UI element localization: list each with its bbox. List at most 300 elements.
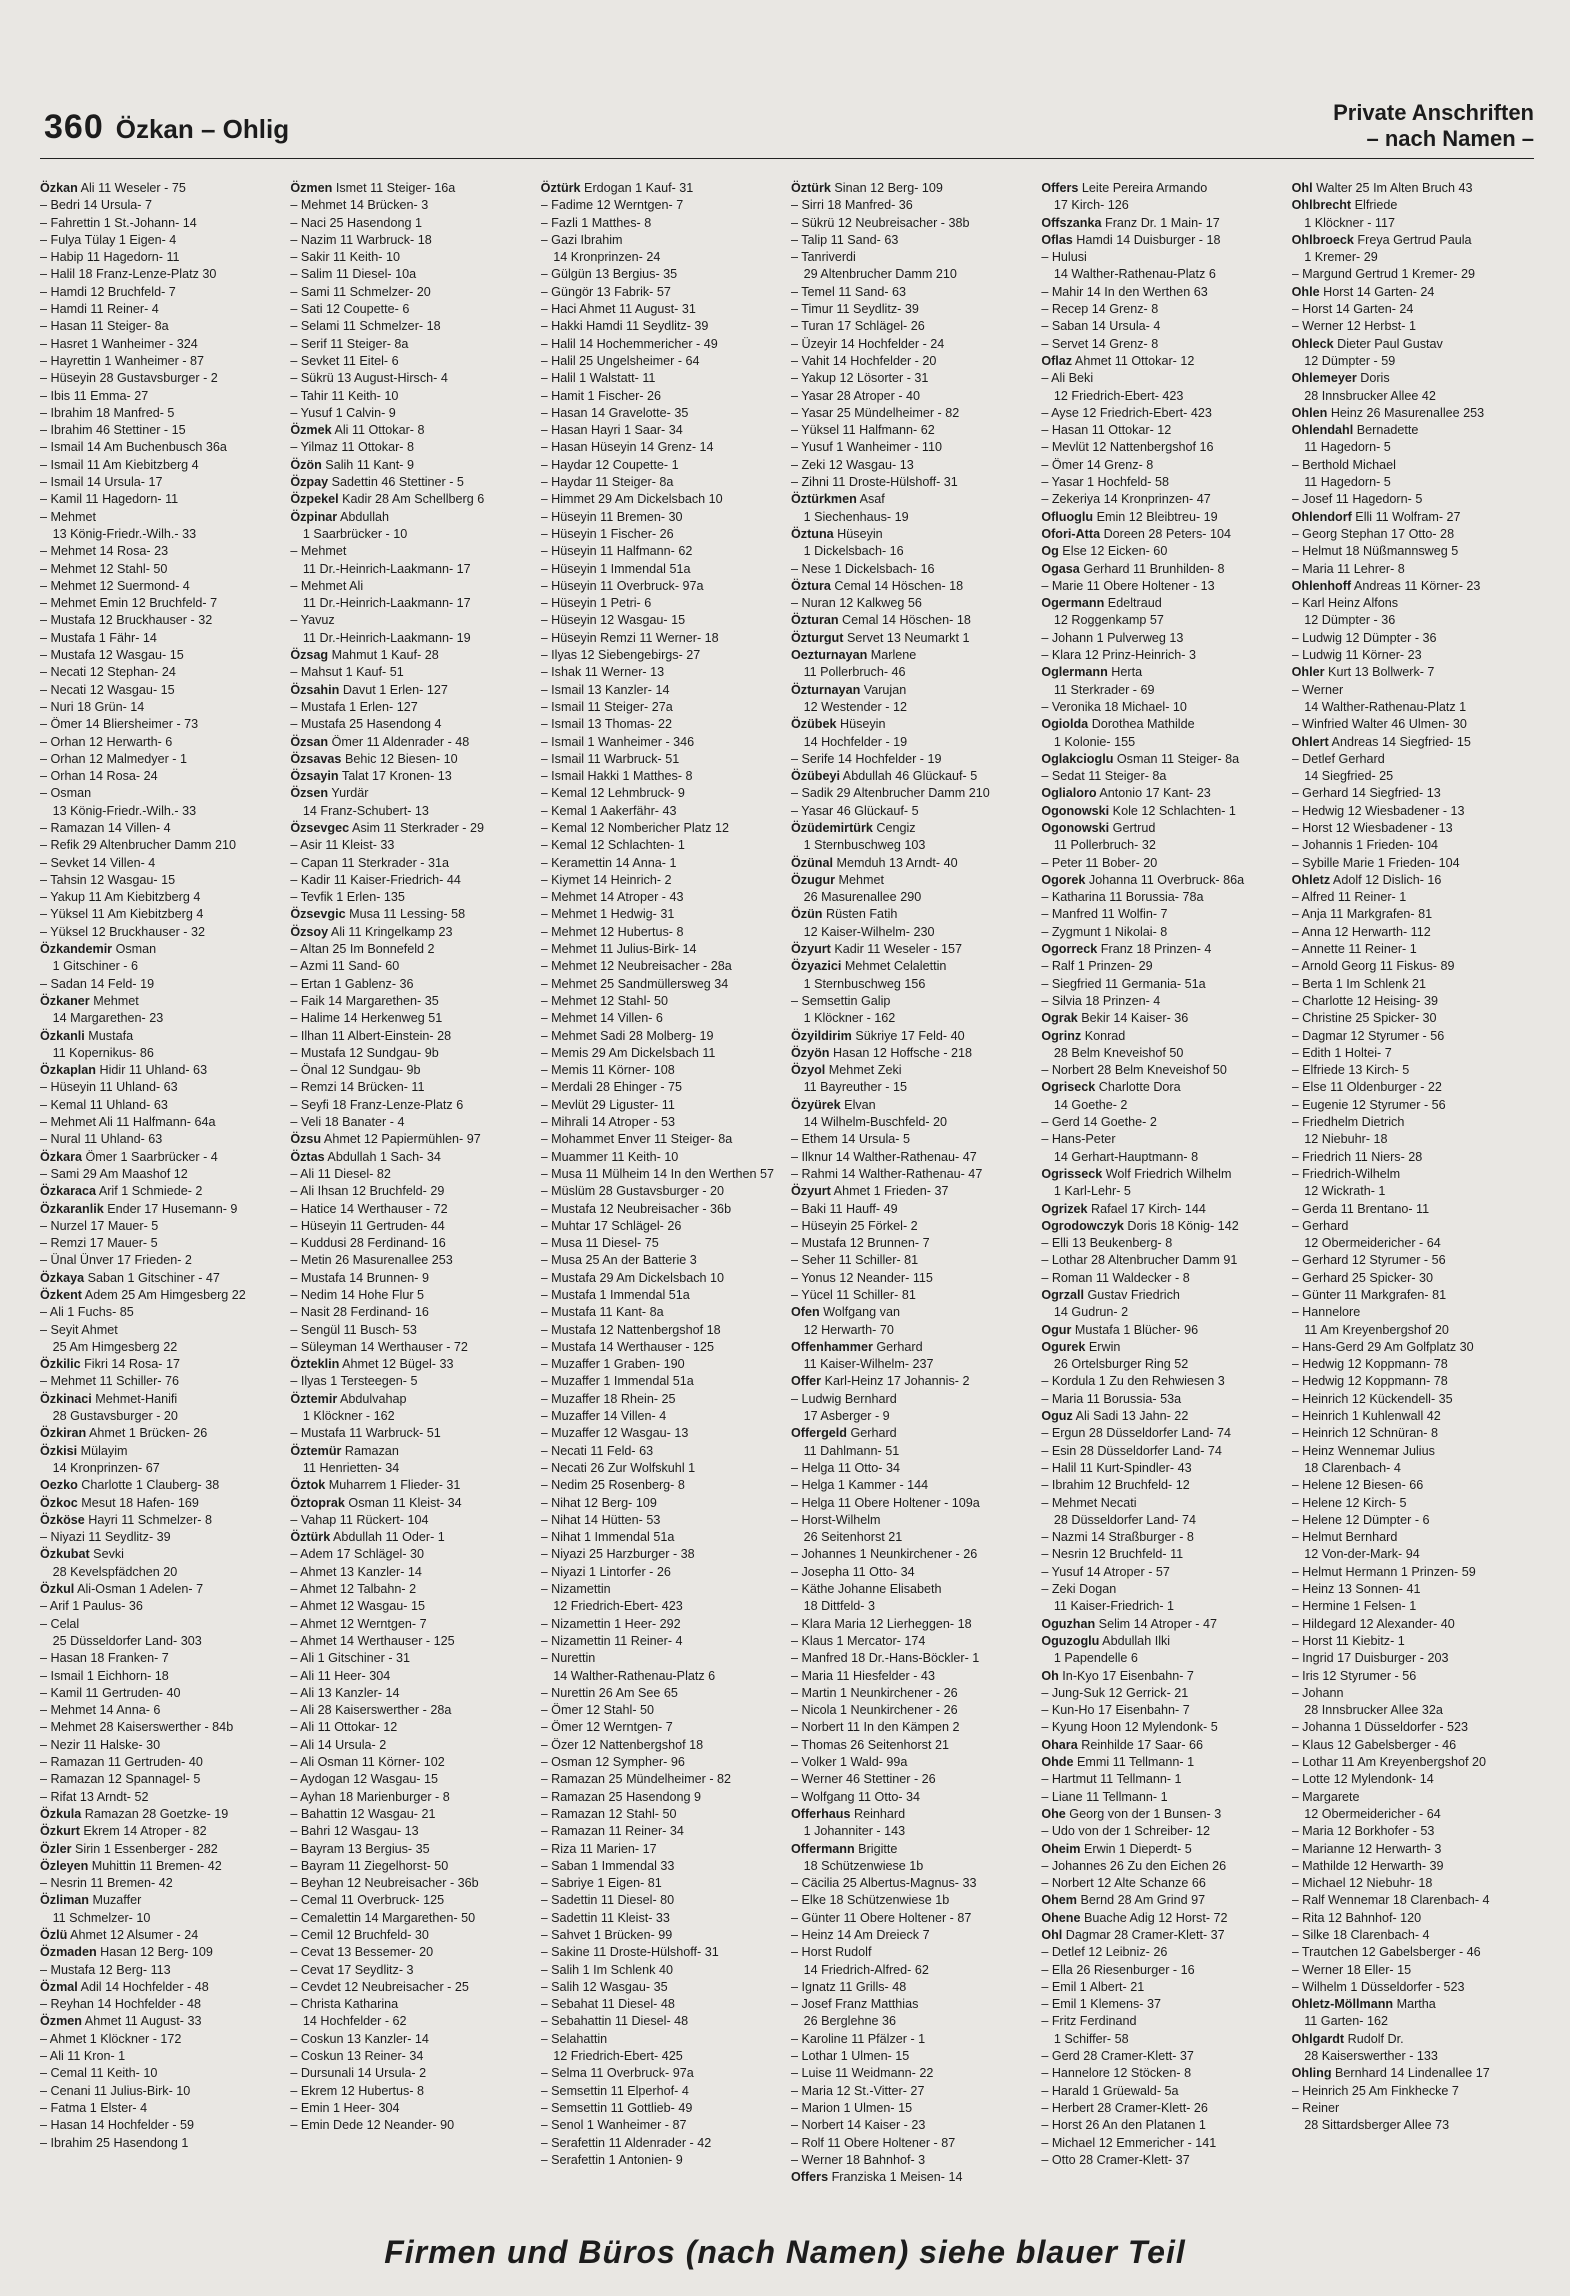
- listing-entry: – Ömer 14 Grenz- 8: [1041, 457, 1154, 472]
- listing-entry: Ohletz-Möllmann Martha: [1291, 1997, 1436, 2012]
- listing-entry: – Hannelore: [1291, 1305, 1361, 1320]
- listing-entry: 1 Sternbuschweg 156: [790, 976, 926, 991]
- listing-entry: – Margund Gertrud 1 Kremer- 29: [1291, 267, 1476, 282]
- listing-entry: – Werner 46 Stettiner - 26: [790, 1772, 936, 1787]
- listing-entry: 14 Kronprinzen- 24: [540, 250, 661, 265]
- listing-entry: – Fadime 12 Werntgen- 7: [540, 198, 684, 213]
- listing-entry: – Nasit 28 Ferdinand- 16: [290, 1305, 429, 1320]
- listing-entry: 1 Klöckner - 117: [1291, 215, 1396, 230]
- listing-entry: – Remzi 17 Mauer- 5: [40, 1236, 158, 1251]
- listing-entry: – Zeki Dogan: [1041, 1582, 1117, 1597]
- listing-entry: – Cenani 11 Julius-Birk- 10: [40, 2083, 191, 2098]
- listing-entry: – Rahmi 14 Walther-Rathenau- 47: [790, 1166, 983, 1181]
- listing-entry: – Bahri 12 Wasgau- 13: [290, 1824, 419, 1839]
- listing-entry: – Ismail 11 Am Kiebitzberg 4: [40, 457, 199, 472]
- listing-entry: – Norbert 11 In den Kämpen 2: [790, 1720, 960, 1735]
- listing-columns: [40, 180, 1534, 2200]
- listing-entry: – Seher 11 Schiller- 81: [790, 1253, 919, 1268]
- listing-entry: – Fatma 1 Elster- 4: [40, 2100, 148, 2115]
- listing-entry: Özsag Mahmut 1 Kauf- 28: [290, 648, 439, 663]
- listing-entry: – Mustafa 12 Sundgau- 9b: [290, 1045, 439, 1060]
- listing-entry: – Sevket 11 Eitel- 6: [290, 353, 399, 368]
- listing-entry: – Sadik 29 Altenbrucher Damm 210: [790, 786, 990, 801]
- listing-entry: Özturgut Servet 13 Neumarkt 1: [790, 630, 970, 645]
- listing-entry: – Necati 11 Feld- 63: [540, 1443, 654, 1458]
- listing-entry: – Sati 12 Coupette- 6: [290, 302, 410, 317]
- listing-entry: – Hüseyin 1 Fischer- 26: [540, 526, 674, 541]
- listing-entry: Oguzoglu Abdullah Ilki: [1041, 1633, 1171, 1648]
- listing-entry: – Norbert 12 Alte Schanze 66: [1041, 1876, 1206, 1891]
- listing-entry: Özkaya Saban 1 Gitschiner - 47: [40, 1270, 220, 1285]
- listing-entry: – Sami 11 Schmelzer- 20: [290, 284, 431, 299]
- listing-entry: – Mustafa 14 Brunnen- 9: [290, 1270, 429, 1285]
- listing-entry: – Otto 28 Cramer-Klett- 37: [1041, 2152, 1190, 2167]
- listing-entry: – Ramazan 25 Mündelheimer - 82: [540, 1772, 732, 1787]
- listing-entry: – Orhan 12 Herwarth- 6: [40, 734, 173, 749]
- listing-entry: – Ilknur 14 Walther-Rathenau- 47: [790, 1149, 977, 1164]
- listing-entry: – Kyung Hoon 12 Mylendonk- 5: [1041, 1720, 1218, 1735]
- listing-entry: – Rolf 11 Obere Holtener - 87: [790, 2135, 956, 2150]
- listing-entry: 14 Wilhelm-Buschfeld- 20: [790, 1115, 948, 1130]
- listing-entry: – Mehmet 14 Brücken- 3: [290, 198, 429, 213]
- listing-entry: – Kiymet 14 Heinrich- 2: [540, 872, 672, 887]
- listing-entry: – Jung-Suk 12 Gerrick- 21: [1041, 1685, 1189, 1700]
- listing-entry: 12 Friedrich-Ebert- 423: [1041, 388, 1184, 403]
- listing-entry: – Mehmet: [290, 544, 347, 559]
- listing-entry: – Yonus 12 Neander- 115: [790, 1270, 933, 1285]
- listing-entry: – Elke 18 Schützenwiese 1b: [790, 1893, 950, 1908]
- listing-entry: – Hulusi: [1041, 250, 1087, 265]
- listing-entry: – Kordula 1 Zu den Rehwiesen 3: [1041, 1374, 1225, 1389]
- listing-entry: 11 Hagedorn- 5: [1291, 475, 1391, 490]
- listing-entry: – Mustafa 12 Berg- 113: [40, 1962, 171, 1977]
- listing-entry: – Servet 14 Grenz- 8: [1041, 336, 1159, 351]
- listing-entry: – Nazim 11 Warbruck- 18: [290, 232, 432, 247]
- listing-entry: – Ibrahim 18 Manfred- 5: [40, 405, 175, 420]
- listing-entry: – Muzaffer 1 Graben- 190: [540, 1357, 685, 1372]
- listing-entry: – Ludwig 11 Körner- 23: [1291, 648, 1422, 663]
- listing-entry: – Ramazan 11 Gertruden- 40: [40, 1755, 203, 1770]
- listing-entry: Ohara Reinhilde 17 Saar- 66: [1041, 1737, 1204, 1752]
- listing-entry: – Yücel 11 Schiller- 81: [790, 1288, 916, 1302]
- listing-entry: – Memis 11 Körner- 108: [540, 1063, 675, 1078]
- listing-entry: – Cevat 17 Seydlitz- 3: [290, 1962, 414, 1977]
- listing-entry: – Udo von der 1 Schreiber- 12: [1041, 1824, 1211, 1839]
- listing-entry: – Altan 25 Im Bonnefeld 2: [290, 942, 435, 957]
- listing-entry: – Emil 1 Albert- 21: [1041, 1979, 1145, 1994]
- listing-entry: Özlü Ahmet 12 Alsumer - 24: [40, 1927, 199, 1942]
- listing-entry: – Ali 28 Kaiserswerther - 28a: [290, 1703, 452, 1718]
- listing-entry: – Ismail 13 Kanzler- 14: [540, 682, 670, 697]
- listing-entry: Öztürk Abdullah 11 Oder- 1: [290, 1530, 445, 1545]
- listing-entry: – Hannelore 12 Stöcken- 8: [1041, 2066, 1192, 2081]
- listing-entry: 26 Seitenhorst 21: [790, 1530, 903, 1545]
- listing-entry: – Nuri 18 Grün- 14: [40, 699, 145, 714]
- listing-entry: – Ibis 11 Emma- 27: [40, 388, 149, 403]
- listing-entry: – Ilyas 1 Tersteegen- 5: [290, 1374, 418, 1389]
- listing-entry: Özkilic Fikri 14 Rosa- 17: [40, 1357, 180, 1372]
- listing-entry: – Maria 11 Lehrer- 8: [1291, 561, 1405, 576]
- listing-entry: – Sadettin 11 Kleist- 33: [540, 1910, 670, 1925]
- listing-entry: 13 König-Friedr.-Wilh.- 33: [40, 803, 197, 818]
- listing-entry: – Mehmet 25 Sandmüllersweg 34: [540, 976, 729, 991]
- listing-entry: – Veronika 18 Michael- 10: [1041, 699, 1187, 714]
- listing-entry: Ohem Bernd 28 Am Grind 97: [1041, 1893, 1206, 1908]
- listing-entry: 26 Masurenallee 290: [790, 890, 922, 905]
- listing-entry: – Vahit 14 Hochfelder - 20: [790, 353, 937, 368]
- listing-entry: – Memis 29 Am Dickelsbach 11: [540, 1045, 716, 1060]
- listing-entry: – Hüseyin 28 Gustavsburger - 2: [40, 371, 218, 386]
- listing-entry: Ohlendorf Elli 11 Wolfram- 27: [1291, 509, 1461, 524]
- listing-entry: – Helga 11 Otto- 34: [790, 1460, 900, 1475]
- listing-entry: Ograk Bekir 14 Kaiser- 36: [1041, 1011, 1189, 1026]
- listing-entry: – Helene 12 Biesen- 66: [1291, 1478, 1424, 1493]
- listing-entry: – Hüseyin 25 Förkel- 2: [790, 1218, 918, 1233]
- listing-entry: – Osman: [40, 786, 92, 801]
- listing-entry: Özmaden Hasan 12 Berg- 109: [40, 1945, 213, 1960]
- listing-entry: Özmal Adil 14 Hochfelder - 48: [40, 1979, 209, 1994]
- listing-entry: – Winfried Walter 46 Ulmen- 30: [1291, 717, 1467, 732]
- listing-entry: 11 Pollerbruch- 46: [790, 665, 906, 680]
- listing-entry: – Ismail 11 Steiger- 27a: [540, 699, 673, 714]
- listing-entry: – Johannes 26 Zu den Eichen 26: [1041, 1858, 1227, 1873]
- listing-entry: – Marianne 12 Herwarth- 3: [1291, 1841, 1442, 1856]
- listing-entry: – Iris 12 Styrumer - 56: [1291, 1668, 1417, 1683]
- listing-entry: 11 Dr.-Heinrich-Laakmann- 19: [290, 630, 471, 645]
- listing-entry: – Semsettin 11 Gottlieb- 49: [540, 2100, 693, 2115]
- listing-entry: 11 Kaiser-Friedrich- 1: [1041, 1599, 1175, 1614]
- listing-entry: – Lothar 1 Ulmen- 15: [790, 2049, 910, 2064]
- listing-entry: – Bahattin 12 Wasgau- 21: [290, 1806, 436, 1821]
- listing-entry: – Sengül 11 Busch- 53: [290, 1322, 417, 1337]
- listing-entry: – Hüseyin 12 Wasgau- 15: [540, 613, 686, 628]
- listing-entry: Ogorreck Franz 18 Prinzen- 4: [1041, 942, 1212, 957]
- listing-entry: – Gerd 14 Goethe- 2: [1041, 1115, 1157, 1130]
- listing-entry: – Horst 14 Garten- 24: [1291, 302, 1414, 317]
- listing-entry: – Ali 13 Kanzler- 14: [290, 1685, 400, 1700]
- listing-entry: – Kemal 1 Aakerfähr- 43: [540, 803, 677, 818]
- listing-entry: – Senol 1 Wanheimer - 87: [540, 2118, 687, 2133]
- listing-entry: – Mehmet 14 Atroper - 43: [540, 890, 684, 905]
- listing-entry: – Nizamettin 1 Heer- 292: [540, 1616, 681, 1631]
- listing-entry: – Serafettin 11 Aldenrader - 42: [540, 2135, 712, 2150]
- listing-entry: – Ekrem 12 Hubertus- 8: [290, 2083, 425, 2098]
- listing-entry: Özpinar Abdullah: [290, 509, 390, 524]
- listing-entry: – Liane 11 Tellmann- 1: [1041, 1789, 1168, 1804]
- listing-entry: – Ali 11 Kron- 1: [40, 2049, 126, 2064]
- listing-entry: – Mustafa 11 Kant- 8a: [540, 1305, 664, 1320]
- listing-entry: – Sadettin 11 Diesel- 80: [540, 1893, 675, 1908]
- listing-entry: – Seyfi 18 Franz-Lenze-Platz 6: [290, 1097, 464, 1112]
- listing-entry: Ohlemeyer Doris: [1291, 371, 1390, 386]
- listing-entry: – Mehmet Sadi 28 Molberg- 19: [540, 1028, 714, 1043]
- listing-entry: – Zygmunt 1 Nikolai- 8: [1041, 924, 1168, 939]
- listing-entry: – Muammer 11 Keith- 10: [540, 1149, 679, 1164]
- listing-entry: 26 Berglehne 36: [790, 2014, 897, 2029]
- listing-entry: – Sakir 11 Keith- 10: [290, 250, 401, 265]
- listing-entry: – Hüseyin 11 Gertruden- 44: [290, 1218, 445, 1233]
- listing-entry: Öztoprak Osman 11 Kleist- 34: [290, 1495, 462, 1510]
- listing-entry: – Kamil 11 Hagedorn- 11: [40, 492, 179, 507]
- listing-entry: – Ramazan 25 Hasendong 9: [540, 1789, 701, 1804]
- listing-entry: – Annette 11 Reiner- 1: [1291, 942, 1417, 957]
- listing-entry: – Roman 11 Waldecker - 8: [1041, 1270, 1190, 1285]
- listing-entry: – Wilhelm 1 Düsseldorfer - 523: [1291, 1979, 1465, 1994]
- page-number: 360: [44, 108, 104, 146]
- listing-entry: Offergeld Gerhard: [790, 1426, 897, 1441]
- listing-entry: Ohlenhoff Andreas 11 Körner- 23: [1291, 578, 1481, 593]
- listing-entry: – Hayrettin 1 Wanheimer - 87: [40, 353, 205, 368]
- listing-entry: Özsahin Davut 1 Erlen- 127: [290, 682, 448, 697]
- listing-entry: – Hasan Hüseyin 14 Grenz- 14: [540, 440, 714, 455]
- listing-entry: – Hüseyin 11 Uhland- 63: [40, 1080, 178, 1095]
- listing-entry: – Hüseyin 1 Immendal 51a: [540, 561, 691, 576]
- listing-entry: – Timur 11 Seydlitz- 39: [790, 302, 919, 317]
- listing-entry: – Sedat 11 Steiger- 8a: [1041, 769, 1167, 784]
- listing-entry: – Trautchen 12 Gabelsberger - 46: [1291, 1945, 1481, 1960]
- listing-entry: – Johann 1 Pulverweg 13: [1041, 630, 1184, 645]
- listing-entry: – Werner: [1291, 682, 1344, 697]
- listing-entry: 26 Ortelsburger Ring 52: [1041, 1357, 1189, 1372]
- listing-entry: – Ismail 14 Am Buchenbusch 36a: [40, 440, 227, 455]
- listing-entry: – Peter 11 Bober- 20: [1041, 855, 1158, 870]
- listing-entry: – Heinrich 12 Schnüran- 8: [1291, 1426, 1438, 1441]
- listing-entry: – Mustafa 12 Nattenbergshof 18: [540, 1322, 721, 1337]
- listing-entry: – Johannis 1 Frieden- 104: [1291, 838, 1438, 853]
- listing-entry: 29 Altenbrucher Damm 210: [790, 267, 957, 282]
- listing-entry: Özkaranlik Ender 17 Husemann- 9: [40, 1201, 238, 1216]
- listing-entry: Özyazici Mehmet Celalettin: [790, 959, 947, 974]
- listing-entry: – Nihat 1 Immendal 51a: [540, 1530, 675, 1545]
- listing-entry: – Nesrin 11 Bremen- 42: [40, 1876, 173, 1891]
- listing-entry: – Yüksel 11 Am Kiebitzberg 4: [40, 907, 204, 922]
- listing-entry: – Mevlüt 12 Nattenbergshof 16: [1041, 440, 1214, 455]
- listing-entry: – Semsettin Galip: [790, 993, 891, 1008]
- listing-entry: – Hedwig 12 Koppmann- 78: [1291, 1357, 1448, 1372]
- listing-entry: – Zekeriya 14 Kronprinzen- 47: [1041, 492, 1211, 507]
- listing-entry: Özköse Hayri 11 Schmelzer- 8: [40, 1512, 212, 1527]
- listing-entry: 11 Sterkrader - 69: [1041, 682, 1155, 697]
- listing-entry: – Azmi 11 Sand- 60: [290, 959, 400, 974]
- listing-entry: – Salih 12 Wasgau- 35: [540, 1979, 668, 1994]
- listing-entry: – Yüksel 12 Bruckhauser - 32: [40, 924, 205, 939]
- listing-entry: Öztemür Ramazan: [290, 1443, 399, 1458]
- listing-entry: 28 Belm Kneveishof 50: [1041, 1045, 1184, 1060]
- listing-entry: – Yavuz: [290, 613, 335, 628]
- listing-entry: – Fazli 1 Matthes- 8: [540, 215, 652, 230]
- listing-entry: Özmen Ahmet 11 August- 33: [40, 2014, 202, 2029]
- listing-entry: – Mehmet Necati: [1041, 1495, 1137, 1510]
- listing-entry: Oh In-Kyo 17 Eisenbahn- 7: [1041, 1668, 1194, 1683]
- listing-entry: – Martin 1 Neunkirchener - 26: [790, 1685, 958, 1700]
- listing-entry: – Mehmet 12 Stahl- 50: [40, 561, 168, 576]
- listing-entry: Ogrisseck Wolf Friedrich Wilhelm: [1041, 1166, 1232, 1181]
- listing-entry: 14 Walther-Rathenau-Platz 1: [1291, 699, 1467, 714]
- listing-entry: – Hamdi 11 Reiner- 4: [40, 302, 159, 317]
- listing-entry: Offer Karl-Heinz 17 Johannis- 2: [790, 1374, 970, 1389]
- listing-entry: 11 Am Kreyenbergshof 20: [1291, 1322, 1449, 1337]
- listing-entry: – Wolfgang 11 Otto- 34: [790, 1789, 921, 1804]
- listing-entry: Özübek Hüseyin: [790, 717, 886, 732]
- listing-entry: Özkoc Mesut 18 Hafen- 169: [40, 1495, 199, 1510]
- listing-entry: – Klaus 12 Gabelsberger - 46: [1291, 1737, 1457, 1752]
- listing-entry: – Norbert 28 Belm Kneveishof 50: [1041, 1063, 1227, 1078]
- listing-entry: – Anna 12 Herwarth- 112: [1291, 924, 1431, 939]
- listing-entry: 1 Schiffer- 58: [1041, 2031, 1129, 2046]
- listing-entry: Ogrodowczyk Doris 18 König- 142: [1041, 1218, 1239, 1233]
- listing-entry: – Nesrin 12 Bruchfeld- 11: [1041, 1547, 1184, 1562]
- listing-entry: Özsevgec Asim 11 Sterkrader - 29: [290, 820, 484, 835]
- listing-entry: – Sükrü 13 August-Hirsch- 4: [290, 371, 448, 386]
- listing-entry: – Yilmaz 11 Ottokar- 8: [290, 440, 414, 455]
- listing-entry: Ohde Emmi 11 Tellmann- 1: [1041, 1755, 1195, 1770]
- listing-entry: Özüdemirtürk Cengiz: [790, 820, 916, 835]
- listing-entry: – Sadan 14 Feld- 19: [40, 976, 155, 991]
- listing-entry: Ohlbroeck Freya Gertrud Paula: [1291, 232, 1472, 247]
- listing-entry: 11 Dr.-Heinrich-Laakmann- 17: [290, 596, 471, 611]
- listing-entry: – Yasar 28 Atroper - 40: [790, 388, 921, 403]
- listing-entry: – Horst 26 An den Platanen 1: [1041, 2118, 1206, 2133]
- listing-entry: – Yasar 25 Mündelheimer - 82: [790, 405, 960, 420]
- listing-entry: – Arif 1 Paulus- 36: [40, 1599, 143, 1614]
- listing-entry: – Mustafa 1 Erlen- 127: [290, 699, 418, 714]
- listing-entry: – Ali 1 Fuchs- 85: [40, 1305, 134, 1320]
- listing-entry: – Halil 11 Kurt-Spindler- 43: [1041, 1460, 1192, 1475]
- listing-entry: – Hamdi 12 Bruchfeld- 7: [40, 284, 176, 299]
- listing-entry: – Ralf 1 Prinzen- 29: [1041, 959, 1153, 974]
- listing-entry: Ohle Horst 14 Garten- 24: [1291, 284, 1435, 299]
- listing-entry: 12 Von-der-Mark- 94: [1291, 1547, 1420, 1562]
- listing-entry: – Musa 11 Mülheim 14 In den Werthen 57: [540, 1166, 775, 1181]
- listing-entry: – Josef Franz Matthias: [790, 1997, 919, 2012]
- listing-entry: – Sevket 14 Villen- 4: [40, 855, 156, 870]
- listing-entry: – Hasret 1 Wanheimer - 324: [40, 336, 198, 351]
- listing-entry: 1 Kolonie- 155: [1041, 734, 1136, 749]
- listing-entry: – Hans-Peter: [1041, 1132, 1116, 1147]
- listing-entry: Offenhammer Gerhard: [790, 1339, 923, 1354]
- listing-entry: – Klara Maria 12 Lierheggen- 18: [790, 1616, 972, 1631]
- listing-entry: – Nurzel 17 Mauer- 5: [40, 1218, 159, 1233]
- listing-entry: Ogonowski Gertrud: [1041, 820, 1156, 835]
- listing-entry: – Nizamettin: [540, 1582, 611, 1597]
- listing-entry: Özturnayan Varujan: [790, 682, 907, 697]
- listing-entry: – Bayram 11 Ziegelhorst- 50: [290, 1858, 449, 1873]
- listing-entry: Oezko Charlotte 1 Clauberg- 38: [40, 1478, 220, 1493]
- listing-entry: 14 Gudrun- 2: [1041, 1305, 1129, 1320]
- listing-entry: – Mehmet 14 Rosa- 23: [40, 544, 169, 559]
- listing-entry: Öztok Muharrem 1 Flieder- 31: [290, 1478, 461, 1493]
- listing-entry: Ogasa Gerhard 11 Brunhilden- 8: [1041, 561, 1225, 576]
- listing-entry: – Niyazi 25 Harzburger - 38: [540, 1547, 695, 1562]
- listing-entry: – Ayhan 18 Marienburger - 8: [290, 1789, 450, 1804]
- listing-entry: Özkandemir Osman: [40, 942, 157, 957]
- listing-entry: Özler Sirin 1 Essenberger - 282: [40, 1841, 218, 1856]
- listing-entry: – Himmet 29 Am Dickelsbach 10: [540, 492, 723, 507]
- listing-entry: – Hüseyin 11 Bremen- 30: [540, 509, 683, 524]
- listing-entry: – Klaus 1 Mercator- 174: [790, 1633, 926, 1648]
- listing-entry: – Ali 1 Gitschiner - 31: [290, 1651, 411, 1666]
- listing-entry: – Fritz Ferdinand: [1041, 2014, 1137, 2029]
- listing-entry: – Friedrich 11 Niers- 28: [1291, 1149, 1423, 1164]
- listing-entry: – Volker 1 Wald- 99a: [790, 1755, 908, 1770]
- listing-entry: Özkul Ali-Osman 1 Adelen- 7: [40, 1582, 204, 1597]
- listing-entry: – Hasan 11 Ottokar- 12: [1041, 423, 1172, 438]
- listing-entry: – Serafettin 1 Antonien- 9: [540, 2152, 683, 2167]
- listing-entry: 12 Niebuhr- 18: [1291, 1132, 1388, 1147]
- listing-entry: Ogiolda Dorothea Mathilde: [1041, 717, 1195, 732]
- listing-entry: 1 Klöckner - 162: [790, 1011, 896, 1026]
- listing-entry: 11 Kaiser-Wilhelm- 237: [790, 1357, 934, 1372]
- listing-entry: – Mustafa 12 Bruckhauser - 32: [40, 613, 213, 628]
- listing-entry: 1 Klöckner - 162: [290, 1409, 395, 1424]
- listing-entry: – Halil 25 Ungelsheimer - 64: [540, 353, 700, 368]
- listing-entry: Ogurek Erwin: [1041, 1339, 1121, 1354]
- listing-entry: – Üzeyir 14 Hochfelder - 24: [790, 336, 945, 351]
- listing-entry: – Gülgün 13 Bergius- 35: [540, 267, 678, 282]
- listing-entry: – Tahir 11 Keith- 10: [290, 388, 399, 403]
- listing-entry: – Baki 11 Hauff- 49: [790, 1201, 898, 1216]
- listing-entry: – Luise 11 Weidmann- 22: [790, 2066, 934, 2081]
- listing-entry: – Helmut 18 Nüßmannsweg 5: [1291, 544, 1459, 559]
- listing-entry: Özteklin Ahmet 12 Bügel- 33: [290, 1357, 454, 1372]
- listing-entry: Özsavas Behic 12 Biesen- 10: [290, 751, 458, 766]
- listing-entry: Ofen Wolfgang van: [790, 1305, 900, 1320]
- listing-entry: – Mustafa 11 Warbruck- 51: [290, 1426, 441, 1441]
- listing-entry: Oflas Hamdi 14 Duisburger - 18: [1041, 232, 1221, 247]
- listing-entry: – Serif 11 Steiger- 8a: [290, 336, 409, 351]
- listing-entry: 14 Franz-Schubert- 13: [290, 803, 429, 818]
- listing-entry: – Ishak 11 Werner- 13: [540, 665, 665, 680]
- listing-entry: Özpay Sadettin 46 Stettiner - 5: [290, 475, 464, 490]
- listing-entry: – Helga 11 Obere Holtener - 109a: [790, 1495, 980, 1510]
- listing-entry: – Aydogan 12 Wasgau- 15: [290, 1772, 439, 1787]
- listing-entry: – Rita 12 Bahnhof- 120: [1291, 1910, 1422, 1925]
- listing-entry: 11 Dahlmann- 51: [790, 1443, 900, 1458]
- listing-entry: – Karl Heinz Alfons: [1291, 596, 1399, 611]
- listing-entry: – Christa Katharina: [290, 1997, 399, 2012]
- listing-entry: – Ramazan 12 Spannagel- 5: [40, 1772, 201, 1787]
- listing-entry: Özkaner Mehmet: [40, 993, 139, 1008]
- listing-entry: – Cemalettin 14 Margarethen- 50: [290, 1910, 476, 1925]
- listing-entry: – Karoline 11 Pfälzer - 1: [790, 2031, 926, 2046]
- listing-entry: – Mohammet Enver 11 Steiger- 8a: [540, 1132, 733, 1147]
- listing-entry: Ohletz Adolf 12 Dislich- 16: [1291, 872, 1442, 887]
- listing-entry: – Ali 11 Diesel- 82: [290, 1166, 391, 1181]
- listing-column-6: [1292, 180, 1534, 2200]
- listing-entry: – Nurettin: [540, 1651, 596, 1666]
- listing-entry: Öztemir Abdulvahap: [290, 1391, 407, 1406]
- listing-entry: – Helmut Bernhard: [1291, 1530, 1398, 1545]
- listing-entry: – Ibrahim 46 Stettiner - 15: [40, 423, 186, 438]
- listing-entry: Offszanka Franz Dr. 1 Main- 17: [1041, 215, 1220, 230]
- listing-entry: – Lothar 11 Am Kreyenbergshof 20: [1291, 1755, 1487, 1770]
- listing-entry: 14 Kronprinzen- 67: [40, 1460, 160, 1475]
- listing-entry: – Halil 14 Hochemmericher - 49: [540, 336, 718, 351]
- listing-entry: – Detlef Gerhard: [1291, 751, 1385, 766]
- listing-entry: – Mehmet 11 Julius-Birk- 14: [540, 942, 697, 957]
- listing-entry: Özyurt Ahmet 1 Frieden- 37: [790, 1184, 949, 1199]
- listing-entry: 11 Garten- 162: [1291, 2014, 1389, 2029]
- listing-entry: Öztuna Hüseyin: [790, 526, 883, 541]
- listing-entry: – Cevat 13 Bessemer- 20: [290, 1945, 434, 1960]
- listing-entry: – Güngör 13 Fabrik- 57: [540, 284, 671, 299]
- listing-entry: 14 Hochfelder - 19: [790, 734, 908, 749]
- listing-entry: – Zeki 12 Wasgau- 13: [790, 457, 914, 472]
- listing-entry: – Vahap 11 Rückert- 104: [290, 1512, 429, 1527]
- listing-entry: Offerhaus Reinhard: [790, 1806, 906, 1821]
- listing-entry: – Müslüm 28 Gustavsburger - 20: [540, 1184, 725, 1199]
- listing-entry: – Nurettin 26 Am See 65: [540, 1685, 678, 1700]
